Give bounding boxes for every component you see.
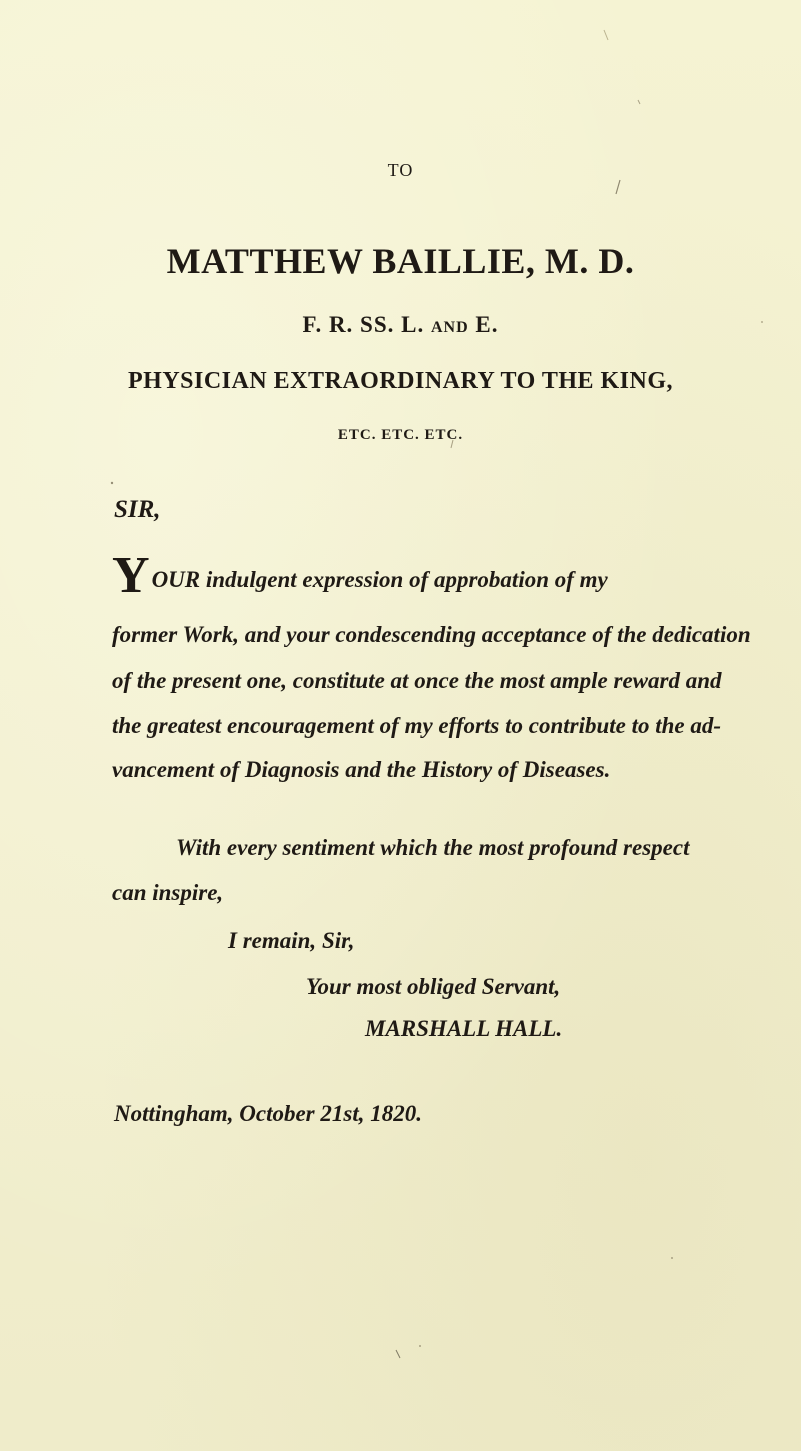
letter-line-3: of the present one, constitute at once the most ample reward and [112,668,722,693]
dedicatee-title: PHYSICIAN EXTRAORDINARY TO THE KING, [127,368,674,394]
closing-servant: Your most obliged Servant, [306,974,561,999]
credentials-and: AND [430,319,469,336]
credentials-prefix: F. R. SS. [302,312,402,337]
closing-remain-text: I remain, [228,928,322,953]
drop-cap: Y [112,547,150,604]
letter-line-1-text: OUR indulgent expression of approbation of my [151,567,608,592]
letter-line-5: vancement of Diagnosis and the History of Diseases. [112,757,611,782]
place-date: Nottingham, October 21st, 1820. [114,1101,422,1126]
letter-line-4: the greatest encouragement of my efforts to contribute to the ad- [112,713,722,738]
letter-line-7: can inspire, [112,880,224,905]
credentials-l: L. [401,312,425,337]
dedication-to: TO [387,160,414,180]
salutation: SIR, [114,496,161,523]
dedicatee-name: MATTHEW BAILLIE, M. D. [166,241,635,281]
letter-line-2: former Work, and your condescending acceptance of the dedication [112,622,751,647]
letter-line-6: With every sentiment which the most profound respect [176,835,690,860]
credentials-e: E. [475,312,499,337]
signature: MARSHALL HALL. [365,1016,563,1041]
dedication-etc: ETC. ETC. ETC. [337,427,464,443]
closing-sir: Sir, [321,928,355,953]
